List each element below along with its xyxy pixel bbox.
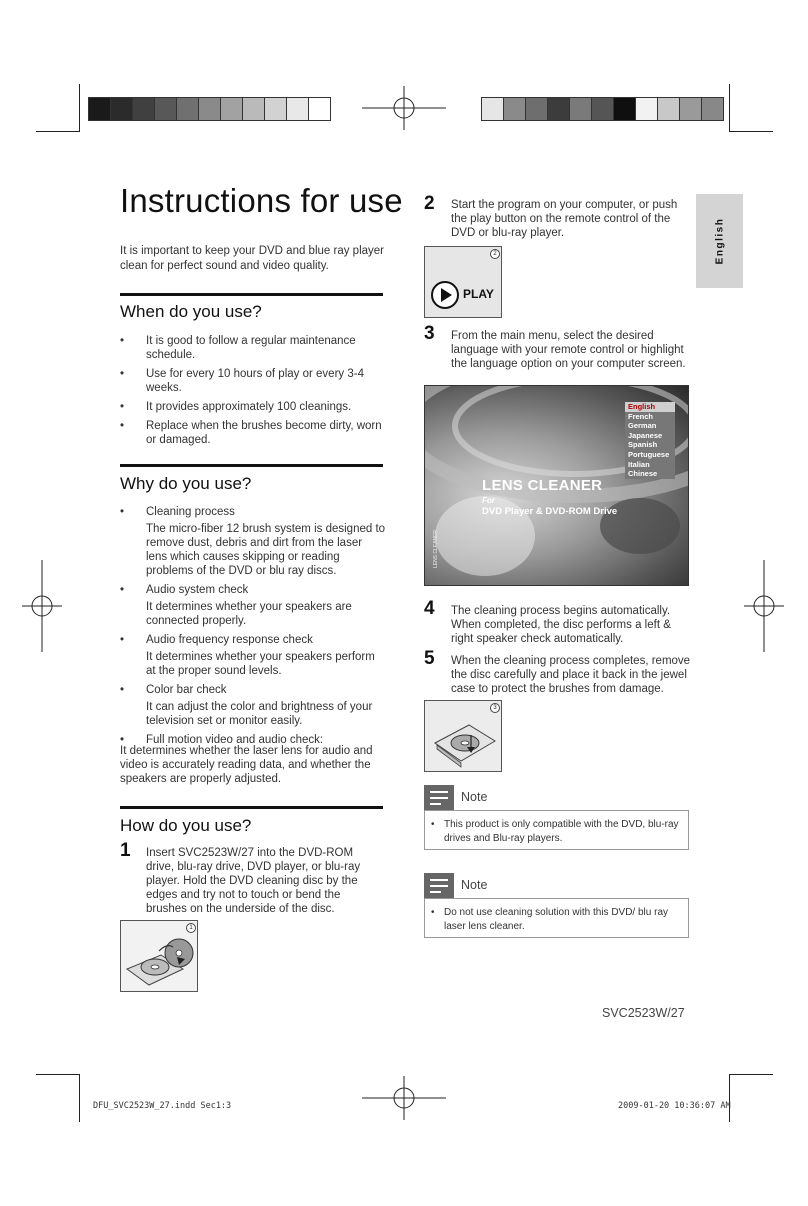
swatch [287, 98, 309, 120]
play-figure [424, 246, 502, 318]
section-rule [120, 293, 383, 296]
swatch [504, 98, 526, 120]
color-bar-left [88, 97, 331, 121]
color-bar-right [481, 97, 724, 121]
list-item: • It is good to follow a regular maintenance schedule. [120, 334, 386, 362]
crop-mark [729, 131, 773, 132]
jewel-case-figure [424, 700, 502, 772]
item-label: Full motion video and audio check: [146, 734, 324, 746]
swatch [548, 98, 570, 120]
swatch [526, 98, 548, 120]
swatch [133, 98, 155, 120]
why-closing: It determines whether the laser lens for audio and video is accurately reading data, and whether the speakers are properly adjusted. [120, 745, 373, 785]
note-box [424, 810, 689, 850]
model-number: SVC2523W/27 [602, 1006, 685, 1020]
item-detail: The micro-fiber 12 brush system is designed to remove dust, debris and dirt from the laser lens which causes skipping or reading problems of the DVD or blu ray discs. [146, 523, 386, 577]
swatch [199, 98, 221, 120]
item-detail: It determines whether your speakers are connected properly. [146, 601, 352, 627]
swatch [636, 98, 658, 120]
section-rule [120, 464, 383, 467]
crop-mark [36, 131, 80, 132]
swatch [702, 98, 723, 120]
language-tab-label: English [714, 217, 725, 265]
language-option[interactable]: English [625, 402, 675, 412]
list-item [120, 505, 386, 578]
note-header [424, 785, 544, 811]
slug-left: DFU_SVC2523W_27.indd Sec1:3 [93, 1101, 232, 1111]
how-heading: How do you use? [120, 816, 252, 835]
language-option[interactable]: Portuguese [625, 450, 675, 460]
step-text: Start the program on your computer, or push the play button on the remote control of the DVD or blu-ray player. [451, 199, 678, 239]
step-text: When the cleaning process completes, remove the disc carefully and place it back in the jewel case to protect the brushes from damage. [451, 655, 691, 695]
swatch [614, 98, 636, 120]
slug-right: 2009-01-20 10:36:07 AM [618, 1101, 731, 1111]
crop-mark [729, 1074, 773, 1075]
item-label: Audio system check [146, 584, 249, 596]
step-number: 4 [424, 598, 435, 619]
step-number: 2 [424, 193, 435, 214]
swatch [658, 98, 680, 120]
step-text: Insert SVC2523W/27 into the DVD-ROM drive, blu-ray drive, DVD player, or blu-ray player. Hold the DVD cleaning disc by the edges and try not to touch or bend the brushes on the underside of the disc. [146, 847, 361, 915]
swatch [570, 98, 592, 120]
registration-target-icon [362, 1076, 446, 1120]
crop-mark [79, 84, 80, 132]
note-text: • This product is only compatible with the DVD, blu-ray drives and Blu-ray players. [431, 818, 690, 846]
step-number: 3 [424, 323, 435, 344]
swatch [309, 98, 330, 120]
note-box [424, 898, 689, 938]
crop-mark [729, 84, 730, 132]
language-option[interactable]: Chinese [625, 469, 675, 479]
when-heading: When do you use? [120, 302, 262, 321]
swatch [592, 98, 614, 120]
list-item: • Replace when the brushes become dirty, worn or damaged. [120, 419, 386, 447]
menu-side-text: LENS CLEANER [433, 529, 440, 569]
disc-tray-icon [121, 921, 197, 991]
note-icon [424, 785, 454, 811]
jewel-case-icon [425, 701, 501, 771]
note-label: Note [461, 790, 488, 804]
registration-target-icon [22, 560, 62, 652]
menu-screen-figure [424, 385, 689, 586]
language-option[interactable]: Spanish [625, 440, 675, 450]
why-heading: Why do you use? [120, 474, 252, 493]
crop-mark [729, 1074, 730, 1122]
registration-target-icon [744, 560, 784, 652]
menu-subtitle: DVD Player & DVD-ROM Drive [482, 506, 618, 517]
item-detail: It can adjust the color and brightness of your television set or monitor easily. [146, 701, 373, 727]
step-number: 5 [424, 648, 435, 669]
when-list [120, 334, 386, 452]
item-label: Color bar check [146, 684, 227, 696]
menu-for: For [482, 496, 495, 505]
note-label: Note [461, 878, 488, 892]
language-menu [625, 402, 675, 479]
list-item [120, 683, 386, 728]
swatch [89, 98, 111, 120]
language-option[interactable]: Italian [625, 460, 675, 470]
note-header [424, 873, 544, 899]
item-detail: It determines whether your speakers perform at the proper sound levels. [146, 651, 375, 677]
crop-mark [36, 1074, 80, 1075]
section-rule [120, 806, 383, 809]
figure-badge: 1 [186, 923, 196, 933]
step-number: 1 [120, 840, 131, 861]
swatch [265, 98, 287, 120]
step-text: From the main menu, select the desired language with your remote control or highlight the language option on your computer screen. [451, 330, 686, 370]
swatch [221, 98, 243, 120]
list-item: • It provides approximately 100 cleanings. [120, 400, 386, 414]
figure-badge: 3 [490, 703, 500, 713]
note-icon [424, 873, 454, 899]
item-label: Audio frequency response check [146, 634, 313, 646]
intro-text: It is important to keep your DVD and blue ray player clean for perfect sound and video quality. [120, 245, 384, 272]
figure-badge: 2 [490, 249, 500, 259]
insert-disc-figure [120, 920, 198, 992]
language-option[interactable]: French [625, 412, 675, 422]
list-item [120, 583, 386, 628]
list-item [120, 633, 386, 678]
menu-title: LENS CLEANER [482, 477, 603, 494]
note-text: • Do not use cleaning solution with this DVD/ blu ray laser lens cleaner. [431, 906, 690, 934]
page-title: Instructions for use [120, 182, 403, 219]
swatch [177, 98, 199, 120]
swatch [482, 98, 504, 120]
crop-mark [79, 1074, 80, 1122]
item-label: Cleaning process [146, 506, 235, 518]
registration-target-icon [362, 86, 446, 130]
list-item: • Use for every 10 hours of play or every 3-4 weeks. [120, 367, 386, 395]
swatch [155, 98, 177, 120]
swatch [243, 98, 265, 120]
language-option[interactable]: German [625, 421, 675, 431]
swatch [680, 98, 702, 120]
play-label: PLAY [463, 287, 494, 301]
step-text: The cleaning process begins automatically. When completed, the disc performs a left & right speaker check automatically. [451, 605, 671, 645]
language-option[interactable]: Japanese [625, 431, 675, 441]
language-tab [696, 194, 743, 288]
why-list [120, 505, 386, 752]
swatch [111, 98, 133, 120]
